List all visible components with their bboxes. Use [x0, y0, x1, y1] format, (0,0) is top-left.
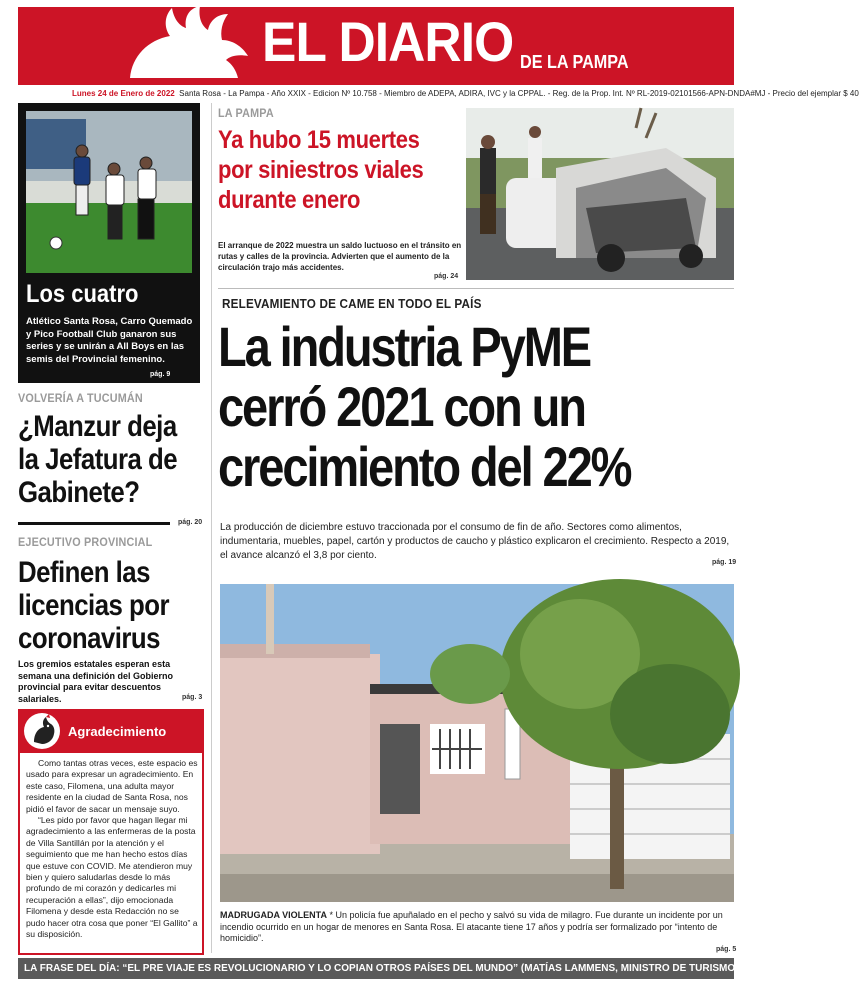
sports-page-ref: pág. 9 — [150, 371, 171, 378]
agradecimiento-title: Agradecimiento — [68, 724, 167, 739]
manzur-kicker: VOLVERÍA A TUCUMÁN — [18, 391, 143, 405]
main-story-headline[interactable] — [218, 317, 688, 497]
edition-date: Lunes 24 de Enero de 2022 — [72, 89, 175, 98]
photo-caption — [220, 910, 734, 945]
manzur-headline[interactable]: ¿Manzur deja la Jefatura de Gabinete? — [18, 410, 178, 509]
top-story-summary: El arranque de 2022 muestra un saldo luctuoso en el tránsito en rutas y calles de la provincia. Advierten que el aumento de la circulación trajo más accidentes. — [218, 241, 462, 272]
sports-headline[interactable]: Los cuatro — [26, 280, 139, 308]
main-headline-line-2: cerró 2021 con un — [218, 375, 585, 438]
rooster-mascot-icon — [22, 712, 62, 750]
sports-summary: Atlético Santa Rosa, Carro Quemado y Pico Football Club ganaron sus series y se unirán a All Boys en las semis del Provincial femenino. — [26, 316, 193, 365]
rooster-logo-icon — [120, 6, 250, 78]
licencias-summary: Los gremios estatales esperan esta semana una definición del Gobierno provincial para evitar descuentos salariales. — [18, 659, 174, 704]
main-story-rule — [218, 288, 734, 289]
main-story-kicker: RELEVAMIENTO DE CAME EN TODO EL PAÍS — [222, 296, 482, 311]
sports-photo[interactable] — [26, 111, 192, 273]
top-story-page-ref: pág. 24 — [434, 273, 459, 280]
main-headline-line-3: crecimiento del 22% — [218, 435, 631, 498]
edition-meta-line — [72, 89, 859, 99]
manzur-page-ref: pág. 20 — [178, 519, 203, 526]
top-story-kicker: LA PAMPA — [218, 106, 274, 120]
edition-info: Santa Rosa - La Pampa - Año XXIX - Edicion Nº 10.758 - Miembro de ADEPA, ADIRA, IVC y la CPPAL. - Reg. de la Prop. Int. Nº RL-2019-02101566-APN-DNDA#MJ - Precio del ejemplar $ 40 — [179, 89, 859, 98]
brand-title: EL DIARIO — [262, 10, 514, 73]
licencias-headline[interactable]: Definen las licencias por coronavirus — [18, 556, 170, 655]
photo-story-page-ref: pág. 5 — [716, 946, 737, 953]
licencias-kicker: EJECUTIVO PROVINCIAL — [18, 535, 153, 549]
photo-caption-text: * Un policía fue apuñalado en el pecho y salvó su vida de milagro. Fue durante un incidente por un incendio ocurrido en un hogar de menores en Santa Rosa. El atacante tiene 17 años y podría ser formalizado por “intento de homicidio”. — [220, 910, 723, 943]
main-story-page-ref: pág. 19 — [712, 559, 737, 566]
brand-subtitle: DE LA PAMPA — [520, 52, 629, 72]
crash-photo[interactable] — [466, 108, 734, 280]
agradecimiento-paragraph-1: Como tantas otras veces, este espacio es usado para expresar un agradecimiento. En este caso, Filomena, una adulta mayor residente en la ciudad de Santa Rosa, nos pidió el favor de sacar un mensaje suyo. — [26, 758, 198, 814]
house-photo[interactable] — [220, 584, 734, 902]
column-divider — [211, 103, 212, 953]
quote-of-the-day[interactable]: LA FRASE DEL DÍA: “EL PRE VIAJE ES REVOLUCIONARIO Y LO COPIAN OTROS PAÍSES DEL MUNDO” (MATÍAS LAMMENS, MINISTRO DE TURISMO DE LA NACIÓN). PÁG. 21 — [24, 963, 858, 974]
agradecimiento-paragraph-2: “Les pido por favor que hagan llegar mi agradecimiento a las enfermeras de la posta de Villa Santillán por la atención y el seguimiento que me han hecho estos días que estuve con COVID. Me atendieron muy bien y quiero saludarlas desde lo más profundo de mi corazón y dedicarles mi recuperación a ellas”, dijo emocionada Filomena y desde esta Redacción no se pudo hacer otra cosa que poner “El Gallito” a su disposición. — [26, 815, 198, 940]
manzur-divider — [18, 522, 170, 525]
agradecimiento-text — [26, 758, 198, 941]
main-headline-line-1: La industria PyME — [218, 315, 591, 378]
main-story-summary: La producción de diciembre estuvo traccionada por el consumo de fin de año. Sectores como alimentos, indumentaria, muebles, papel, cartón y productos de caucho y plástico explicaron el crecimiento. Respecto a 2019, el avance alcanzó el 3,8 por ciento. — [220, 522, 730, 561]
photo-caption-label: MADRUGADA VIOLENTA — [220, 910, 327, 920]
licencias-page-ref: pág. 3 — [182, 694, 203, 701]
top-story-headline[interactable]: Ya hubo 15 muertes por siniestros viales durante enero — [218, 126, 424, 214]
